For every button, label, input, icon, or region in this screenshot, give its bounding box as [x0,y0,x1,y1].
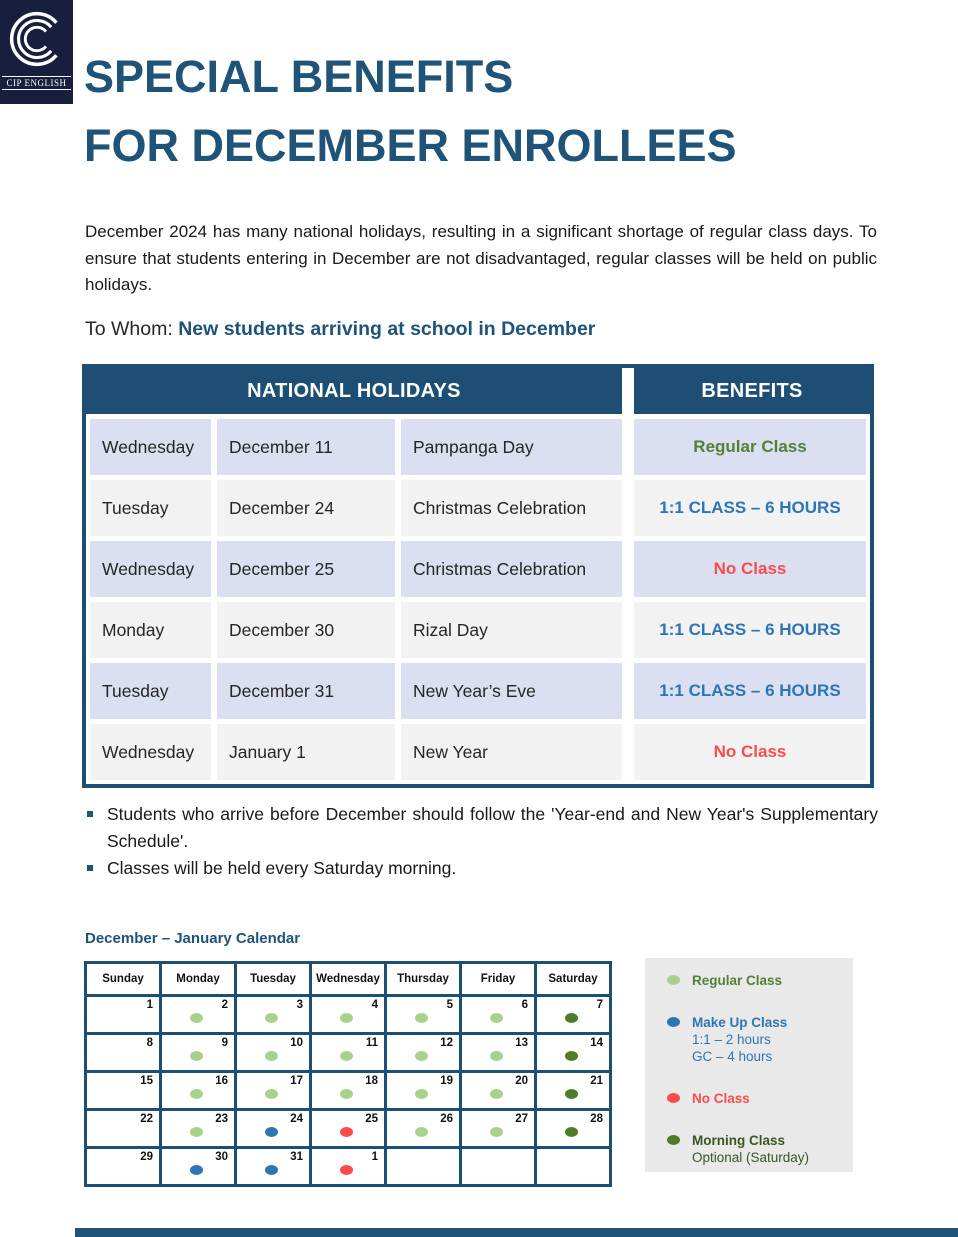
calendar-day-number: 19 [440,1075,453,1087]
regular-class-dot-icon [265,1013,278,1023]
page-title-line2: FOR DECEMBER ENROLLEES [84,120,737,171]
morning-class-dot-icon [565,1127,578,1137]
morning-class-dot-icon [565,1013,578,1023]
national-holidays-header: NATIONAL HOLIDAYS [86,368,622,414]
regular-class-dot-icon [340,1051,353,1061]
calendar-day-cell [161,1072,236,1110]
calendar-header-row [86,963,611,996]
noclass-legend-dot-icon [667,1093,680,1103]
calendar-body [86,996,611,1186]
calendar-day-cell [86,1034,161,1072]
legend-subline: GC – 4 hours [692,1049,773,1064]
calendar-day-cell [386,1110,461,1148]
regular-class-dot-icon [340,1089,353,1099]
calendar-day-number: 6 [521,999,528,1011]
legend-label: No Class [692,1091,750,1106]
legend-label: Morning Class [692,1133,786,1148]
calendar-day-cell [536,1072,611,1110]
page-title [84,42,737,180]
holiday-date: December 31 [217,663,395,719]
holiday-benefit: No Class [634,541,866,597]
calendar-legend [645,958,853,1172]
calendar-day-number: 11 [365,1037,378,1049]
calendar-day-number: 18 [365,1075,378,1087]
calendar-day-cell [311,1148,386,1186]
calendar-day-number: 28 [590,1113,603,1125]
holiday-date: January 1 [217,724,395,780]
calendar-day-number: 10 [290,1037,303,1049]
holiday-benefit: No Class [634,724,866,780]
holidays-table-body [86,414,870,784]
holiday-name: Pampanga Day [401,419,622,475]
regular-class-dot-icon [415,1127,428,1137]
holiday-name: New Year’s Eve [401,663,622,719]
holiday-name: New Year [401,724,622,780]
calendar-day-header: Wednesday [311,963,386,996]
calendar-day-cell [536,1034,611,1072]
calendar-day-cell [236,1034,311,1072]
legend-subline: Optional (Saturday) [692,1150,810,1165]
calendar-week-row [86,1148,611,1186]
calendar-day-number: 27 [515,1113,528,1125]
regular-class-dot-icon [340,1013,353,1023]
legend-label: Make Up Class [692,1015,788,1030]
holiday-day: Monday [90,602,211,658]
calendar-day-header: Saturday [536,963,611,996]
to-whom-value: New students arriving at school in December [178,318,596,340]
calendar-day-number: 17 [290,1075,303,1087]
to-whom-label: To Whom: [85,318,173,340]
note-item: Classes will be held every Saturday morning. [85,855,878,882]
holiday-row [90,419,866,475]
benefits-header: BENEFITS [634,368,870,414]
calendar-day-cell [311,1034,386,1072]
regular-class-dot-icon [490,1013,503,1023]
calendar-table [84,961,612,1187]
calendar-day-number: 7 [596,999,603,1011]
calendar-day-number: 12 [440,1037,453,1049]
logo-brand-text: CIP ENGLISH [2,76,71,90]
legend-item [692,972,845,989]
note-item: Students who arrive before December should follow the 'Year-end and New Year's Supplementary Schedule'. [85,801,878,855]
regular-class-dot-icon [415,1013,428,1023]
regular-class-dot-icon [190,1013,203,1023]
page-title-line1: SPECIAL BENEFITS [84,51,514,102]
calendar-day-header: Tuesday [236,963,311,996]
calendar-week-row [86,996,611,1034]
calendar-day-cell [86,1148,161,1186]
calendar-day-header: Sunday [86,963,161,996]
holiday-date: December 30 [217,602,395,658]
calendar-day-cell [386,1148,461,1186]
holiday-day: Wednesday [90,419,211,475]
calendar-day-number: 29 [140,1151,153,1163]
makeup-legend-dot-icon [667,1017,680,1027]
calendar-day-cell [461,996,536,1034]
holiday-row [90,663,866,719]
calendar-day-cell [161,1110,236,1148]
calendar-day-number: 14 [590,1037,603,1049]
holiday-row [90,480,866,536]
calendar-day-cell [461,1110,536,1148]
calendar-day-cell [461,1034,536,1072]
calendar-day-number: 8 [146,1037,153,1049]
notes-list [85,801,878,882]
holiday-day: Wednesday [90,541,211,597]
makeup-class-dot-icon [265,1127,278,1137]
holidays-table-header [86,368,870,414]
calendar-day-cell [311,996,386,1034]
calendar-day-cell [236,1072,311,1110]
holiday-benefit: Regular Class [634,419,866,475]
legend-item [692,1090,845,1107]
calendar-day-cell [536,996,611,1034]
regular-class-dot-icon [415,1051,428,1061]
morning-class-dot-icon [565,1051,578,1061]
calendar-day-cell [461,1072,536,1110]
calendar-day-number: 23 [215,1113,228,1125]
morning-legend-dot-icon [667,1135,680,1145]
regular-legend-dot-icon [667,975,680,985]
calendar-day-number: 26 [440,1113,453,1125]
calendar-day-cell [386,1034,461,1072]
holiday-day: Tuesday [90,663,211,719]
calendar-day-cell [236,1110,311,1148]
legend-item [692,1014,845,1065]
holiday-name: Rizal Day [401,602,622,658]
holiday-row [90,541,866,597]
calendar-day-number: 22 [140,1113,153,1125]
calendar-day-number: 16 [215,1075,228,1087]
calendar-week-row [86,1034,611,1072]
holiday-day: Tuesday [90,480,211,536]
calendar-day-number: 31 [290,1151,303,1163]
holidays-table [82,364,874,788]
holiday-row [90,724,866,780]
calendar-week-row [86,1072,611,1110]
calendar-day-header: Friday [461,963,536,996]
makeup-class-dot-icon [265,1165,278,1175]
calendar-day-cell [86,1072,161,1110]
calendar-day-number: 24 [290,1113,303,1125]
calendar-day-cell [386,996,461,1034]
calendar-day-number: 15 [140,1075,153,1087]
calendar-day-number: 3 [296,999,303,1011]
c-monogram-icon [1,2,73,76]
legend-label: Regular Class [692,973,783,988]
regular-class-dot-icon [190,1127,203,1137]
calendar-day-cell [386,1072,461,1110]
calendar-day-cell [311,1072,386,1110]
calendar-day-number: 21 [590,1075,603,1087]
calendar-day-number: 5 [446,999,453,1011]
regular-class-dot-icon [190,1089,203,1099]
calendar-day-cell [161,1034,236,1072]
noclass-class-dot-icon [340,1165,353,1175]
intro-paragraph: December 2024 has many national holidays, resulting in a significant shortage of regular class days. To ensure that students entering in December are not disadvantaged, regular classes will be held on public holidays. [85,222,877,294]
calendar-day-number: 13 [515,1037,528,1049]
calendar-day-header: Thursday [386,963,461,996]
noclass-class-dot-icon [340,1127,353,1137]
calendar-day-number: 9 [221,1037,228,1049]
legend-subline: 1:1 – 2 hours [692,1032,771,1047]
calendar-day-cell [536,1148,611,1186]
footer-accent-bar [75,1228,958,1237]
regular-class-dot-icon [415,1089,428,1099]
calendar-day-header: Monday [161,963,236,996]
holiday-benefit: 1:1 CLASS – 6 HOURS [634,480,866,536]
morning-class-dot-icon [565,1089,578,1099]
regular-class-dot-icon [190,1051,203,1061]
holiday-date: December 25 [217,541,395,597]
regular-class-dot-icon [490,1051,503,1061]
regular-class-dot-icon [490,1089,503,1099]
legend-item [692,1132,845,1166]
calendar-day-cell [461,1148,536,1186]
calendar-day-number: 2 [221,999,228,1011]
regular-class-dot-icon [265,1051,278,1061]
calendar-day-cell [311,1110,386,1148]
holiday-name: Christmas Celebration [401,480,622,536]
calendar-day-cell [86,996,161,1034]
calendar-day-number: 1 [146,999,153,1011]
calendar-week-row [86,1110,611,1148]
calendar-day-number: 25 [365,1113,378,1125]
calendar-day-cell [236,996,311,1034]
calendar-day-number: 4 [371,999,378,1011]
holiday-benefit: 1:1 CLASS – 6 HOURS [634,602,866,658]
regular-class-dot-icon [265,1089,278,1099]
calendar-day-number: 20 [515,1075,528,1087]
cip-english-logo [0,0,73,104]
calendar-day-cell [161,1148,236,1186]
calendar-day-number: 1 [371,1151,378,1163]
holiday-date: December 24 [217,480,395,536]
holiday-day: Wednesday [90,724,211,780]
calendar-day-cell [86,1110,161,1148]
calendar-day-cell [161,996,236,1034]
holiday-name: Christmas Celebration [401,541,622,597]
holiday-date: December 11 [217,419,395,475]
regular-class-dot-icon [490,1127,503,1137]
calendar-day-number: 30 [215,1151,228,1163]
holiday-benefit: 1:1 CLASS – 6 HOURS [634,663,866,719]
calendar-title: December – January Calendar [85,930,301,947]
makeup-class-dot-icon [190,1165,203,1175]
calendar-day-cell [236,1148,311,1186]
to-whom-line [85,318,595,341]
calendar-day-cell [536,1110,611,1148]
holiday-row [90,602,866,658]
